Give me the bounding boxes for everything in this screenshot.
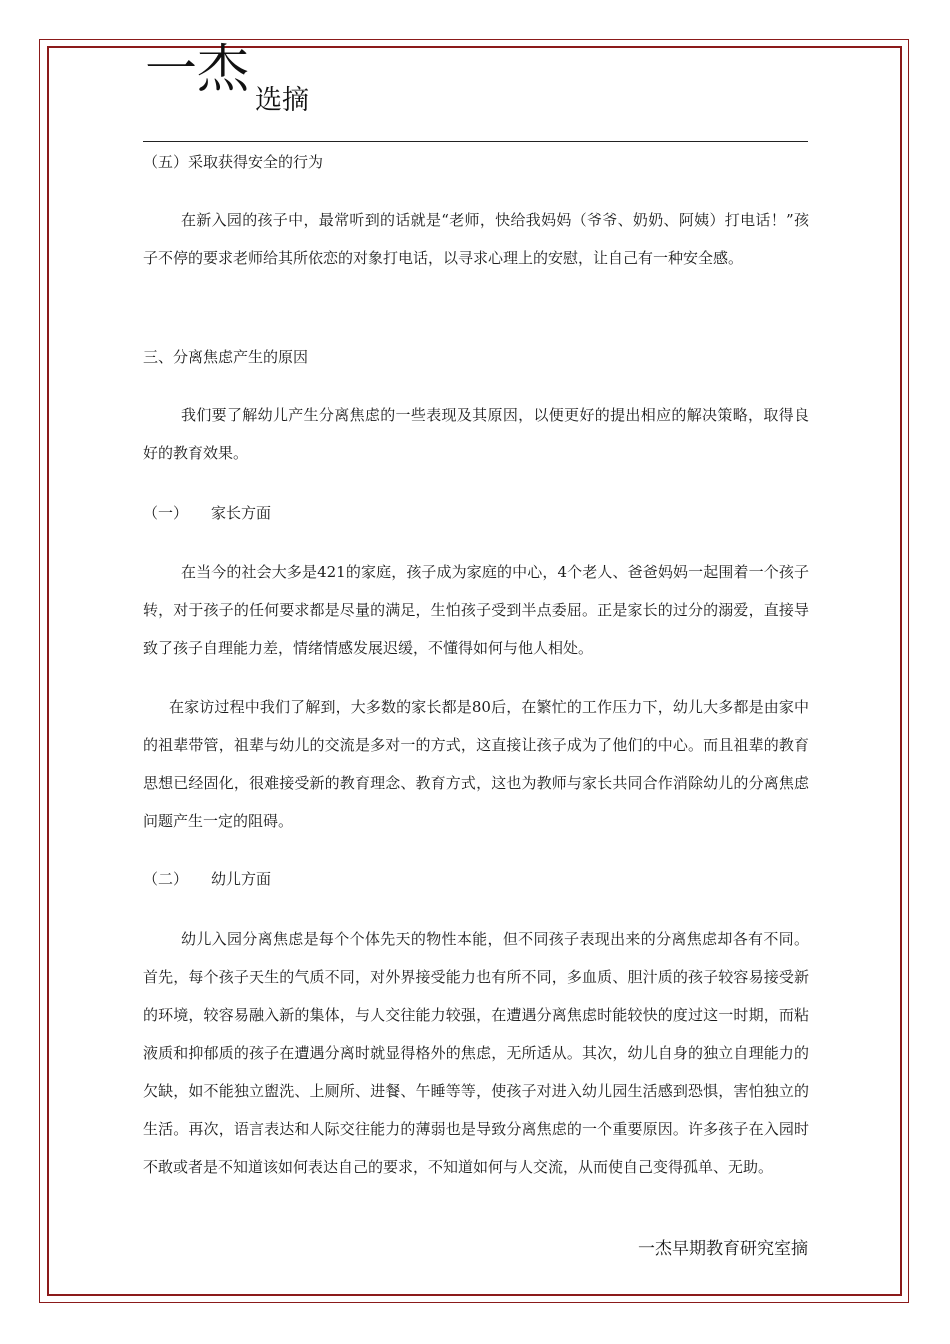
header-divider xyxy=(143,141,808,142)
heading-children-number: （二） xyxy=(143,870,189,888)
heading-parents-text: 家长方面 xyxy=(211,504,272,522)
heading-children-text: 幼儿方面 xyxy=(211,870,272,888)
heading-parents-number: （一） xyxy=(143,504,189,522)
paragraph-parents-b: 在家访过程中我们了解到，大多数的家长都是80后，在繁忙的工作压力下，幼儿大多都是由家中的祖辈带管，祖辈与幼儿的交流是多对一的方式，这直接让孩子成为了他们的中心。而且祖辈的教育思想已经固化，很难接受新的教育理念、教育方式，这也为教师与家长共同合作消除幼儿的分离焦虑问题产生一定的阻碍。 xyxy=(143,698,809,830)
heading-section-three: 三、分离焦虑产生的原因 xyxy=(143,348,309,366)
footer-credit: 一杰早期教育研究室摘 xyxy=(638,1239,808,1259)
logo-title: 一杰 xyxy=(145,40,250,100)
heading-parents xyxy=(143,494,809,532)
logo-subtitle: 选摘 xyxy=(255,85,309,116)
paragraph-parents-a: 在当今的社会大多是421的家庭，孩子成为家庭的中心，4个老人、爸爸妈妈一起围着一个孩子转，对于孩子的任何要求都是尽量的满足，生怕孩子受到半点委屈。正是家长的过分的溺爱，直接导致了孩子自理能力差，情绪情感发展迟缓，不懂得如何与他人相处。 xyxy=(143,563,809,657)
paragraph-children: 幼儿入园分离焦虑是每个个体先天的物性本能，但不同孩子表现出来的分离焦虑却各有不同。首先，每个孩子天生的气质不同，对外界接受能力也有所不同，多血质、胆汁质的孩子较容易接受新的环境，较容易融入新的集体，与人交往能力较强，在遭遇分离焦虑时能较快的度过这一时期，而粘液质和抑郁质的孩子在遭遇分离时就显得格外的焦虑，无所适从。其次，幼儿自身的独立自理能力的欠缺，如不能独立盥洗、上厕所、进餐、午睡等等，使孩子对进入幼儿园生活感到恐惧，害怕独立的生活。再次，语言表达和人际交往能力的薄弱也是导致分离焦虑的一个重要原因。许多孩子在入园时不敢或者是不知道该如何表达自己的要求，不知道如何与人交流，从而使自己变得孤单、无助。 xyxy=(143,930,809,1176)
paragraph-section-three: 我们要了解幼儿产生分离焦虑的一些表现及其原因，以便更好的提出相应的解决策略，取得良好的教育效果。 xyxy=(143,406,809,462)
heading-children xyxy=(143,860,809,898)
heading-section-five: （五）采取获得安全的行为 xyxy=(143,153,324,171)
paragraph-section-five: 在新入园的孩子中，最常听到的话就是“老师，快给我妈妈（爷爷、奶奶、阿姨）打电话！”孩子不停的要求老师给其所依恋的对象打电话，以寻求心理上的安慰，让自己有一种安全感。 xyxy=(143,211,809,267)
